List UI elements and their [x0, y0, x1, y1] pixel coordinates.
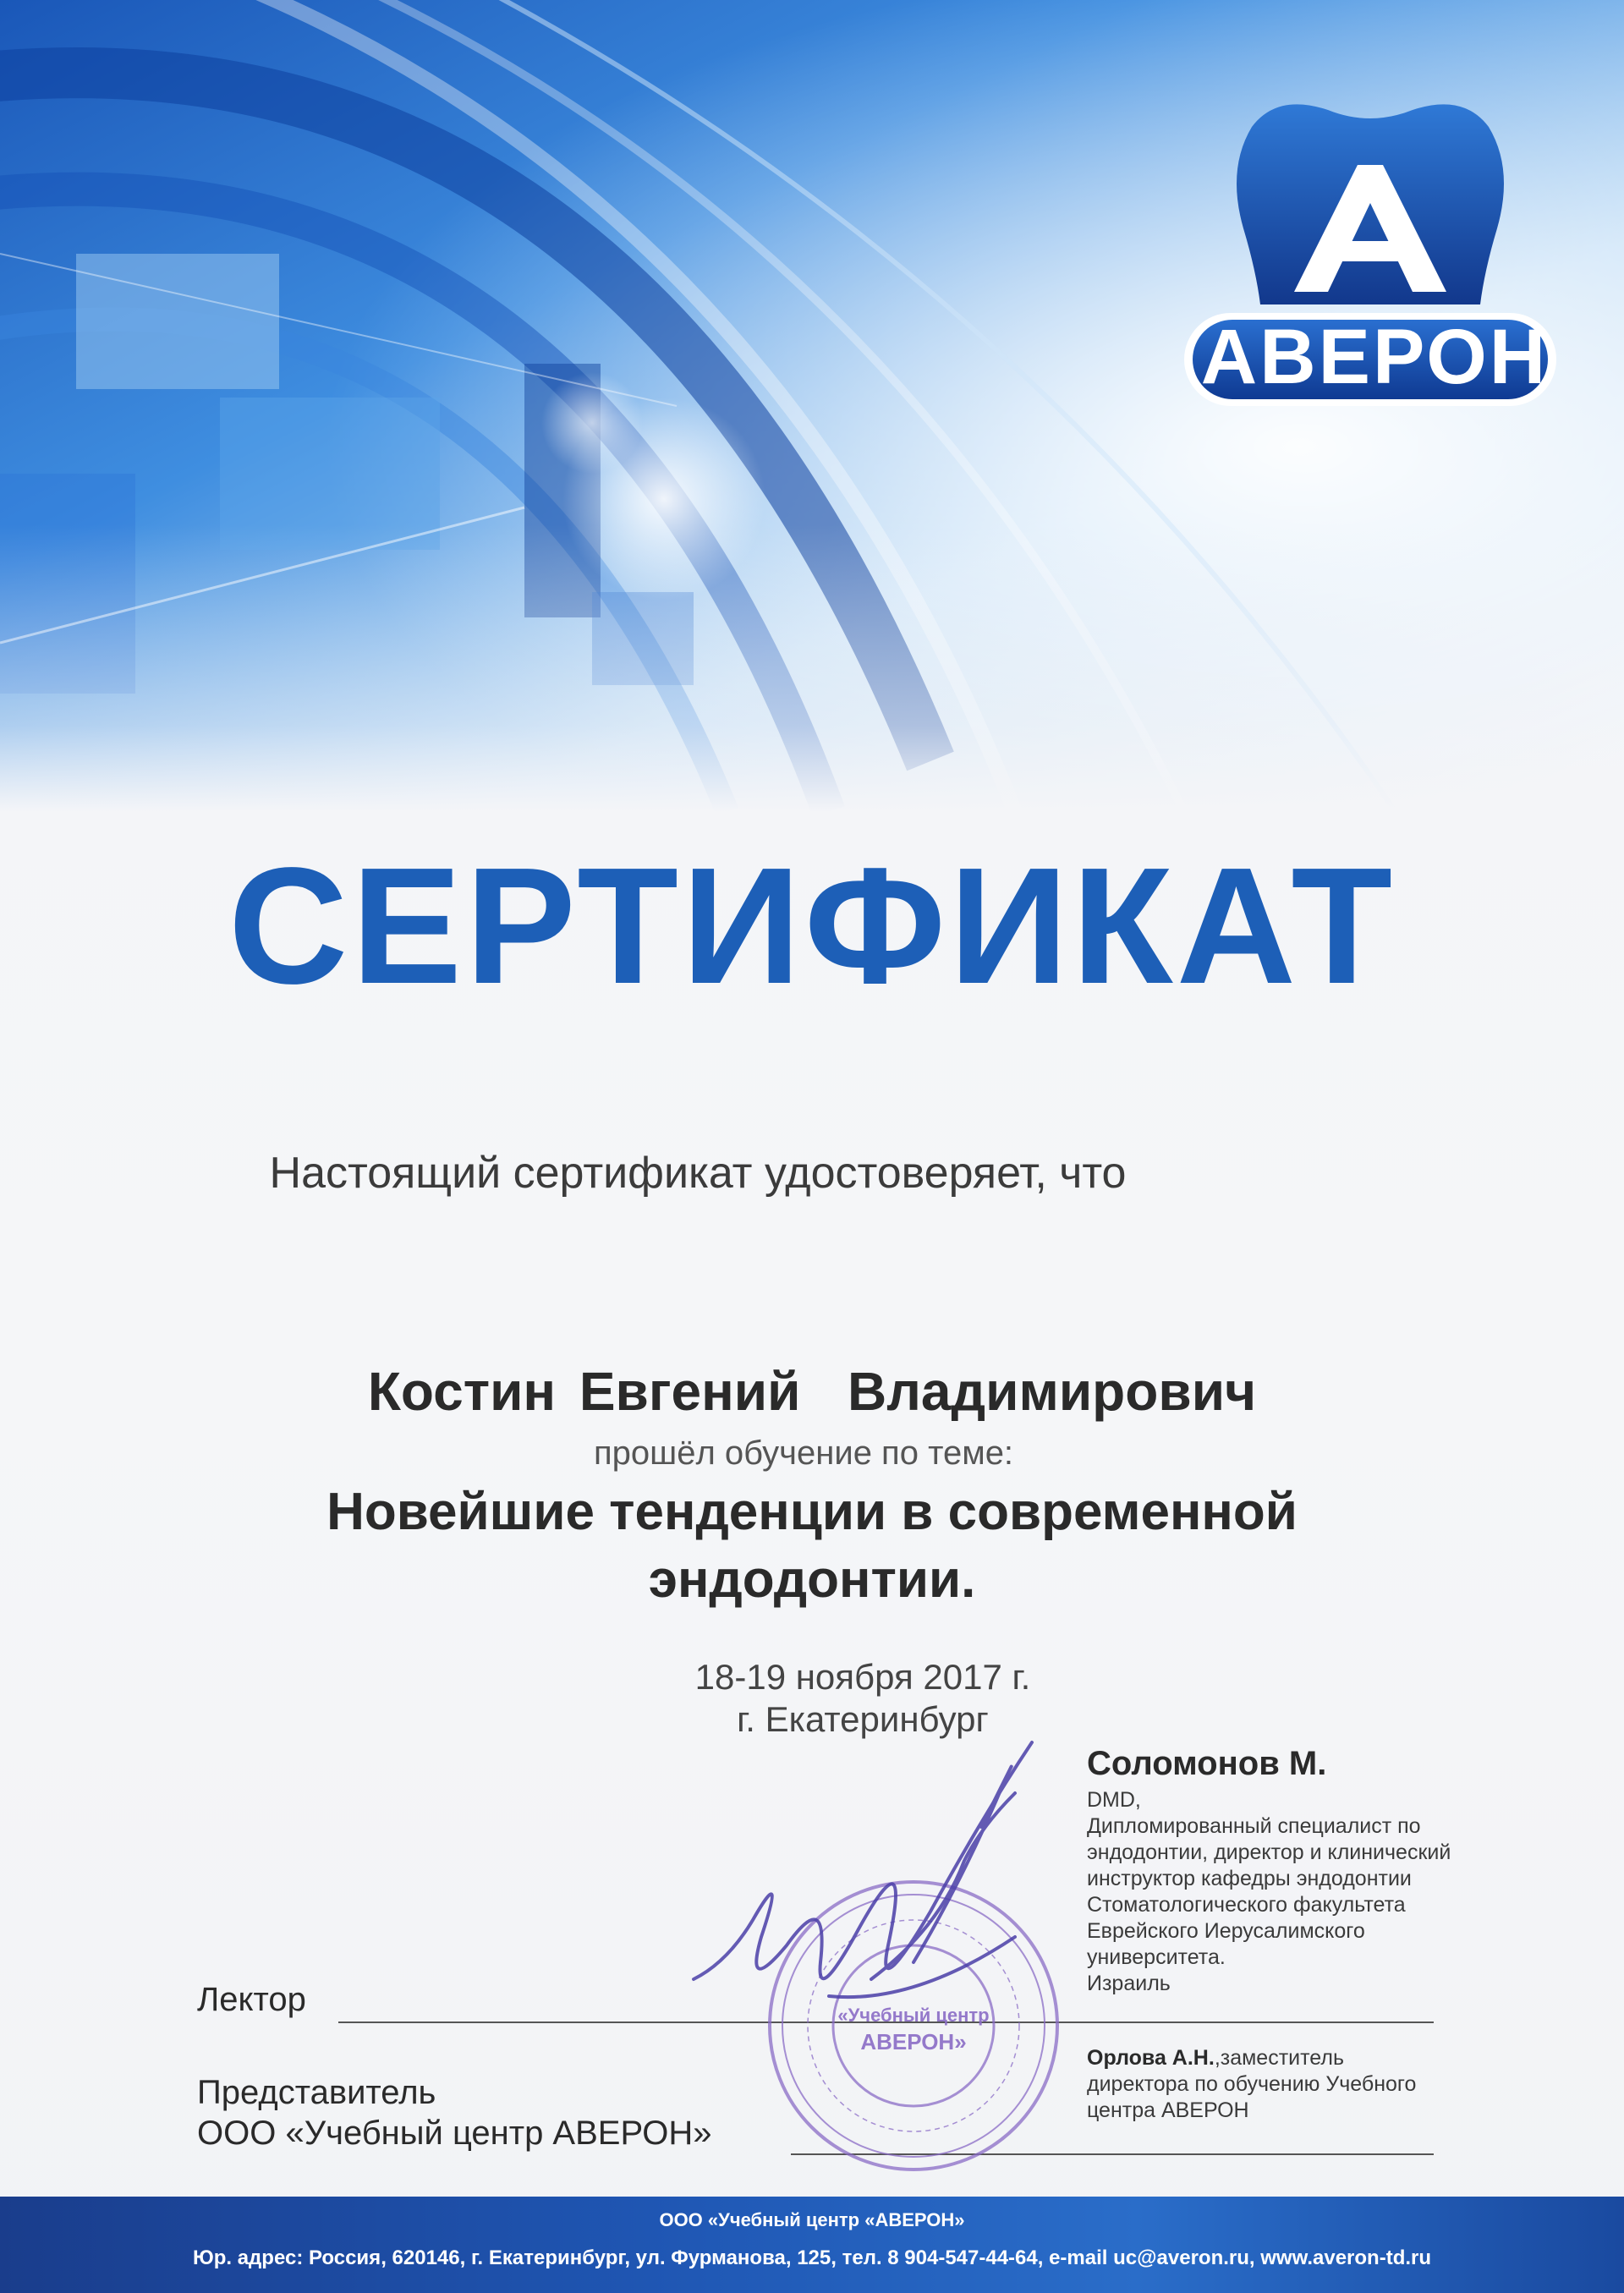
- footer-address: Юр. адрес: Россия, 620146, г. Екатеринбург, ул. Фурманова, 125, тел. 8 904-547-44-64, e-mail uc@averon.ru, www.averon-td.ru: [192, 2246, 1432, 2269]
- lecturer-info-line: эндодонтии, директор и клинический: [1087, 1840, 1451, 1864]
- lecturer-info-line: Стоматологического факультета: [1087, 1893, 1406, 1917]
- footer-bar: [0, 2197, 1624, 2293]
- representative-label-line1: Представитель: [197, 2074, 436, 2111]
- certifies-text: Настоящий сертификат удостоверяет, что: [269, 1149, 1127, 1198]
- representative-name: Орлова А.Н.: [1087, 2046, 1215, 2070]
- course-city: г. Екатеринбург: [737, 1699, 989, 1739]
- representative-title-line3: центра АВЕРОН: [1087, 2098, 1249, 2122]
- certificate-title: СЕРТИФИКАТ: [228, 833, 1396, 1018]
- course-dates: 18-19 ноября 2017 г.: [694, 1657, 1031, 1697]
- representative-title-start: ,заместитель: [1214, 2046, 1344, 2070]
- lecturer-info-line: DMD,: [1087, 1788, 1141, 1812]
- handwritten-signature: [660, 1725, 1133, 2030]
- lecturer-label: Лектор: [197, 1981, 306, 2018]
- trained-text: прошёл обучение по теме:: [593, 1434, 1014, 1472]
- footer-company: ООО «Учебный центр «АВЕРОН»: [659, 2209, 965, 2230]
- lecturer-info-line: инструктор кафедры эндодонтии: [1087, 1867, 1412, 1890]
- lecturer-credentials: [1087, 1787, 1527, 1997]
- representative-label-line2: ООО «Учебный центр АВЕРОН»: [197, 2115, 712, 2152]
- lecturer-info-line: университета.: [1087, 1945, 1226, 1969]
- course-topic: [0, 1478, 1624, 1614]
- lecturer-info-line: Еврейского Иерусалимского: [1087, 1919, 1365, 1943]
- course-topic-line2: эндодонтии.: [648, 1550, 976, 1609]
- lecturer-name: Соломонов М.: [1087, 1745, 1327, 1782]
- representative-title-line2: директора по обучению Учебного: [1087, 2072, 1417, 2096]
- lecturer-info-line: Израиль: [1087, 1972, 1171, 1995]
- recipient-name: Костин Евгений Владимирович: [367, 1361, 1257, 1422]
- representative-credentials: [1087, 2045, 1510, 2124]
- lecturer-info-line: Дипломированный специалист по: [1087, 1814, 1421, 1838]
- stamp-center-line2: АВЕРОН»: [860, 2029, 967, 2054]
- logo-wordmark: АВЕРОН: [1200, 314, 1549, 400]
- stamp-center-line1: «Учебный центр: [837, 2005, 990, 2026]
- course-topic-line1: Новейшие тенденции в современной: [326, 1483, 1298, 1541]
